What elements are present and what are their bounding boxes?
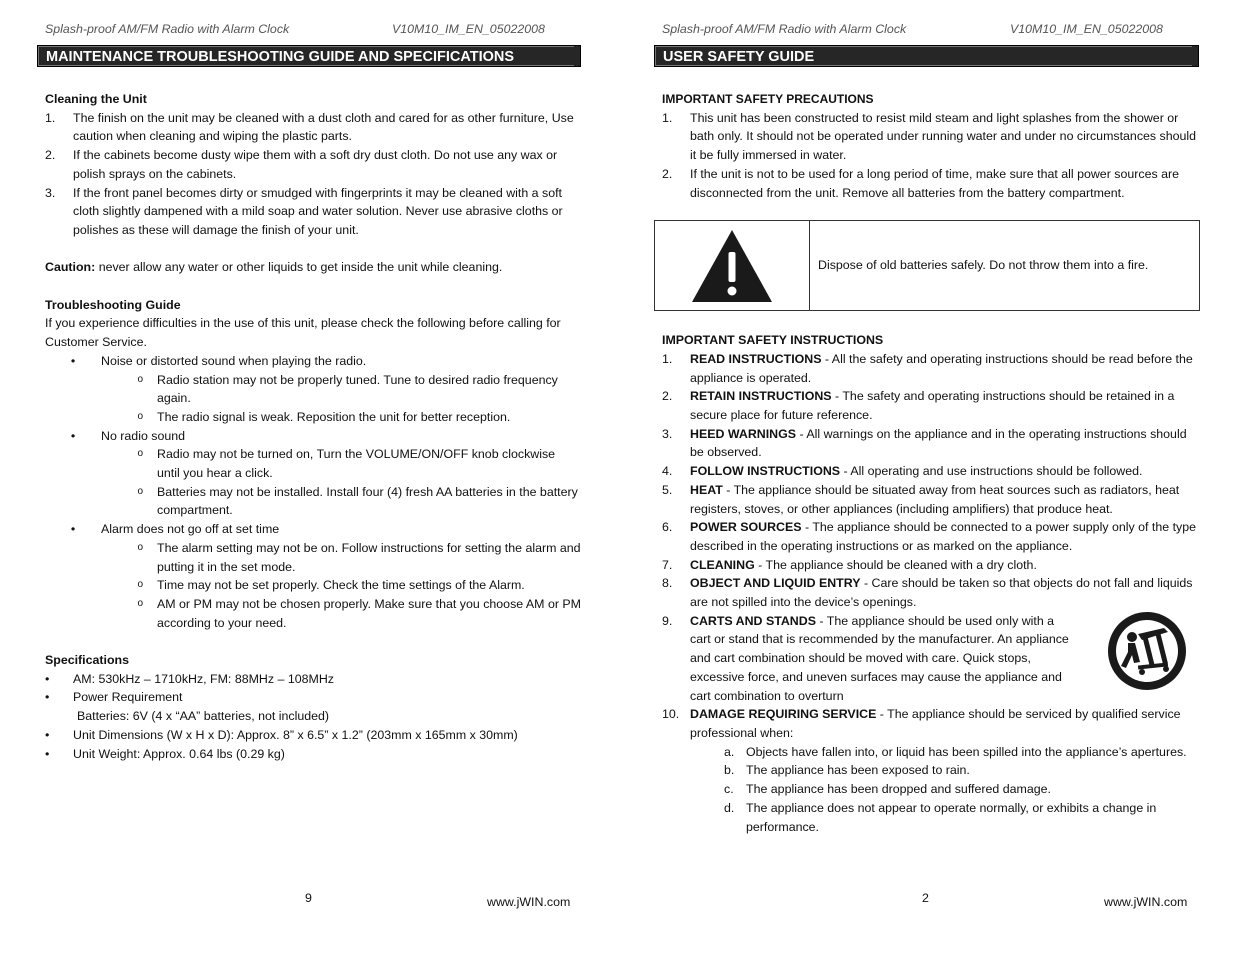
left-page — [37, 0, 597, 954]
troubleshooting-heading: Troubleshooting Guide — [45, 297, 181, 312]
list-item: 3. HEED WARNINGS - All warnings on the appliance and in the operating instructions should be observed. — [662, 426, 1187, 460]
bullet-icon: • — [45, 671, 50, 686]
circle-bullet-icon: o — [137, 579, 143, 591]
list-item: 7. CLEANING - The appliance should be cleaned with a dry cloth. — [662, 557, 1037, 572]
section-banner: USER SAFETY GUIDE — [654, 45, 1199, 67]
list-item: • Noise or distorted sound when playing the radio. — [45, 352, 581, 371]
list-item: 5. HEAT - The appliance should be situated away from heat sources such as radiators, heat registers, stoves, or other appliances (including amplifiers) that produce heat. — [662, 482, 1180, 516]
circle-bullet-icon: o — [137, 597, 143, 609]
list-item: • AM: 530kHz – 1710kHz, FM: 88MHz – 108MHz — [45, 670, 581, 689]
precautions-heading: IMPORTANT SAFETY PRECAUTIONS — [662, 92, 874, 106]
list-item: o Time may not be set properly. Check the time settings of the Alarm. — [45, 576, 581, 595]
list-item: • Alarm does not go off at set time — [45, 520, 581, 539]
footer-url: www.jWIN.com — [487, 895, 571, 909]
warning-text: Dispose of old batteries safely. Do not throw them into a fire. — [818, 258, 1149, 273]
list-item: a. Objects have fallen into, or liquid has been spilled into the appliance’s apertures. — [724, 744, 1187, 759]
list-item: • Unit Weight: Approx. 0.64 lbs (0.29 kg) — [45, 745, 581, 764]
list-item: 2. If the cabinets become dusty wipe them with a soft dry dust cloth. Do not use any wax or polish sprays on the cabinets. — [45, 148, 558, 181]
list-item: c. The appliance has been dropped and suffered damage. — [724, 782, 1051, 797]
right-page — [654, 0, 1200, 954]
caution-note: Caution: never allow any water or other liquids to get inside the unit while cleaning. — [45, 260, 503, 275]
list-item: 3. If the front panel becomes dirty or smudged with fingerprints it may be cleaned with a soft cloth slightly dampened with a mild soap and water solution. Never use abrasive cloths or polishes as these will damage the finish of your unit. — [45, 185, 563, 237]
cleaning-heading: Cleaning the Unit — [45, 92, 147, 106]
list-item: 1. READ INSTRUCTIONS - All the safety and operating instructions should be read before the appliance is operated. — [662, 351, 1193, 385]
list-item: b. The appliance has been exposed to rain. — [724, 763, 970, 778]
header-title: Splash-proof AM/FM Radio with Alarm Clock — [662, 22, 907, 36]
battery-warning-box — [654, 220, 1200, 311]
bullet-icon: • — [45, 746, 50, 761]
list-item: 9. CARTS AND STANDS - The appliance should be used only with a cart or stand that is recommended by the manufacturer. An appliance and cart combination should be moved with care. Quick stops, excessive force, and uneven surfaces may cause the appliance and cart combination to overturn — [662, 612, 1200, 706]
specs-heading: Specifications — [45, 653, 130, 668]
troubleshooting-intro: If you experience difficulties in the use of this unit, please check the following before calling for Customer Service. — [45, 316, 561, 350]
right-content — [662, 90, 1200, 836]
circle-bullet-icon: o — [137, 541, 143, 553]
header-doc-code: V10M10_IM_EN_05022008 — [392, 22, 545, 36]
list-item: o AM or PM may not be chosen properly. Make sure that you choose AM or PM according to your need. — [45, 595, 581, 632]
list-item: • No radio sound — [45, 427, 581, 446]
bullet-icon: • — [45, 727, 50, 742]
page-number: 9 — [305, 891, 312, 905]
circle-bullet-icon: o — [137, 485, 143, 497]
bullet-icon: • — [70, 428, 76, 443]
circle-bullet-icon: o — [137, 448, 143, 460]
instructions-heading: IMPORTANT SAFETY INSTRUCTIONS — [662, 333, 884, 348]
bullet-icon: • — [45, 690, 50, 705]
list-item: o Radio station may not be properly tuned. Tune to desired radio frequency again. — [45, 371, 581, 408]
list-item: o Radio may not be turned on, Turn the VOLUME/ON/OFF knob clockwise until you hear a click. — [45, 445, 581, 482]
list-item: 8. OBJECT AND LIQUID ENTRY - Care should be taken so that objects do not fall and liquids are not spilled into the device’s openings. — [662, 576, 1193, 610]
list-item: • Unit Dimensions (W x H x D): Approx. 8” x 6.5” x 1.2” (203mm x 165mm x 30mm) — [45, 726, 581, 745]
warning-triangle-icon — [655, 221, 810, 310]
list-item: 4. FOLLOW INSTRUCTIONS - All operating and use instructions should be followed. — [662, 464, 1143, 479]
spec-detail: Batteries: 6V (4 x “AA” batteries, not included) — [77, 709, 330, 724]
section-banner: MAINTENANCE TROUBLESHOOTING GUIDE AND SPECIFICATIONS — [37, 45, 581, 67]
list-item: 1. This unit has been constructed to resist mild steam and light splashes from the shower or bath only. It should not be operated under running water and under no circumstances should it be fully immersed in water. — [662, 110, 1197, 163]
left-content — [45, 90, 581, 763]
list-item: o The radio signal is weak. Reposition the unit for better reception. — [45, 408, 581, 427]
bullet-icon: • — [70, 522, 76, 537]
footer-url: www.jWIN.com — [1104, 895, 1188, 909]
list-item: 10. DAMAGE REQUIRING SERVICE - The appliance should be serviced by qualified service professional when: — [662, 707, 1181, 740]
list-item: • Power Requirement — [45, 688, 581, 707]
circle-bullet-icon: o — [137, 373, 143, 385]
bullet-icon: • — [70, 353, 76, 368]
list-item: 6. POWER SOURCES - The appliance should be connected to a power supply only of the type described in the operating instructions or as marked on the appliance. — [662, 520, 1196, 553]
page-number: 2 — [922, 891, 929, 905]
cart-tipover-warning-icon — [1102, 610, 1192, 700]
circle-bullet-icon: o — [137, 410, 143, 422]
list-item: o Batteries may not be installed. Install four (4) fresh AA batteries in the battery compartment. — [45, 483, 581, 520]
list-item: 1. The finish on the unit may be cleaned with a dust cloth and cared for as other furniture, Use caution when cleaning and wiping the plastic parts. — [45, 110, 574, 144]
header-doc-code: V10M10_IM_EN_05022008 — [1010, 22, 1163, 36]
list-item: d. The appliance does not appear to operate normally, or exhibits a change in performance. — [724, 800, 1157, 834]
list-item: o The alarm setting may not be on. Follow instructions for setting the alarm and putting it in the set mode. — [45, 539, 581, 576]
list-item: 2. If the unit is not to be used for a long period of time, make sure that all power sources are disconnected from the unit. Remove all batteries from the battery compartment. — [662, 166, 1180, 200]
list-item: 2. RETAIN INSTRUCTIONS - The safety and operating instructions should be retained in a secure place for future reference. — [662, 389, 1175, 423]
header-title: Splash-proof AM/FM Radio with Alarm Clock — [45, 22, 290, 36]
